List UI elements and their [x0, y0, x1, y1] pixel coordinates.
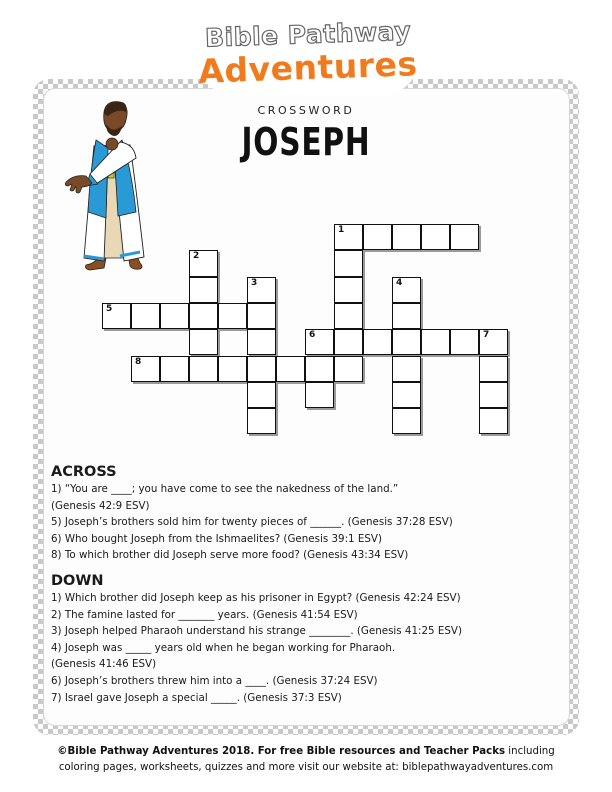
crossword-cell[interactable]: [247, 277, 276, 303]
clue-number: 8: [135, 356, 142, 367]
crossword-cell[interactable]: [479, 329, 508, 355]
crossword-cell[interactable]: [189, 303, 218, 329]
across-clue: (Genesis 42:9 ESV): [51, 499, 150, 512]
footer-copyright: ©Bible Pathway Adventures 2018. For free Bible resources and Teacher Packs: [57, 746, 506, 757]
across-clue: 8) To which brother did Joseph serve more food? (Genesis 43:34 ESV): [51, 549, 409, 562]
crossword-cell[interactable]: [479, 356, 508, 382]
crossword-cell[interactable]: [334, 250, 363, 276]
crossword-cell[interactable]: [392, 329, 421, 355]
crossword-cell[interactable]: [479, 382, 508, 408]
crossword-cell[interactable]: [131, 356, 160, 382]
across-heading: ACROSS: [51, 464, 117, 480]
crossword-cell[interactable]: [131, 303, 160, 329]
crossword-cell[interactable]: [392, 356, 421, 382]
footer-line1-rest: including: [505, 746, 555, 757]
logo: [196, 6, 420, 96]
crossword-cell[interactable]: [421, 224, 450, 250]
crossword-cell[interactable]: [363, 224, 392, 250]
down-clue: 2) The famine lasted for _______ years. (Genesis 41:54 ESV): [51, 608, 358, 621]
down-clue: (Genesis 41:46 ESV): [51, 658, 157, 671]
crossword-cell[interactable]: [247, 329, 276, 355]
clues-section: [51, 463, 566, 706]
crossword-cell[interactable]: [421, 329, 450, 355]
logo-line-2: Adventures: [197, 44, 419, 91]
crossword-cell[interactable]: [276, 356, 305, 382]
crossword-cell[interactable]: [392, 224, 421, 250]
crossword-cell[interactable]: [247, 408, 276, 434]
crossword-cell[interactable]: [218, 303, 247, 329]
crossword-cell[interactable]: [247, 303, 276, 329]
crossword-cell[interactable]: [102, 303, 131, 329]
crossword-cell[interactable]: [160, 356, 189, 382]
crossword-cell[interactable]: [218, 356, 247, 382]
crossword-cell[interactable]: [305, 356, 334, 382]
crossword-cell[interactable]: [247, 382, 276, 408]
crossword-cell[interactable]: [189, 277, 218, 303]
crossword-cell[interactable]: [305, 382, 334, 408]
crossword-cell[interactable]: [450, 224, 479, 250]
crossword-cell[interactable]: [247, 356, 276, 382]
down-clue: 1) Which brother did Joseph keep as his prisoner in Egypt? (Genesis 42:24 ESV): [51, 591, 461, 604]
page-title: JOSEPH: [241, 120, 371, 164]
crossword-cell[interactable]: [334, 224, 363, 250]
crossword-cell[interactable]: [479, 408, 508, 434]
crossword-cell[interactable]: [160, 303, 189, 329]
crossword-cell[interactable]: [392, 408, 421, 434]
across-clue: 5) Joseph’s brothers sold him for twenty pieces of ______. (Genesis 37:28 ESV): [51, 516, 453, 529]
crossword-cell[interactable]: [450, 329, 479, 355]
clue-number: 2: [193, 251, 200, 262]
crossword-cell[interactable]: [189, 329, 218, 355]
clue-number: 6: [309, 330, 316, 341]
across-clue: 1) “You are ____; you have come to see the nakedness of the land.”: [51, 483, 399, 495]
clue-number: 7: [483, 330, 490, 341]
crossword-cell[interactable]: [392, 277, 421, 303]
worksheet-type: CROSSWORD: [257, 104, 355, 117]
clue-number: 5: [106, 303, 113, 314]
crossword-cell[interactable]: [189, 250, 218, 276]
down-clue: 4) Joseph was _____ years old when he began working for Pharaoh.: [51, 641, 396, 654]
clue-number: 4: [396, 277, 403, 288]
crossword-cell[interactable]: [334, 356, 363, 382]
crossword-cell[interactable]: [334, 277, 363, 303]
crossword-cell[interactable]: [392, 303, 421, 329]
down-clue: 3) Joseph helped Pharaoh understand his strange ________. (Genesis 41:25 ESV): [51, 625, 462, 638]
across-clue: 6) Who bought Joseph from the Ishmaelites? (Genesis 39:1 ESV): [51, 532, 382, 545]
crossword-cell[interactable]: [305, 329, 334, 355]
clue-number: 3: [251, 277, 258, 288]
footer-website-line: coloring pages, worksheets, quizzes and more visit our website at: biblepathwayadventures.com: [58, 761, 554, 773]
down-clue: 6) Joseph’s brothers threw him into a ____. (Genesis 37:24 ESV): [51, 674, 378, 687]
logo-line-1: Bible Pathway: [204, 16, 412, 53]
down-heading: DOWN: [51, 572, 104, 589]
crossword-cell[interactable]: [189, 356, 218, 382]
crossword-cell[interactable]: [392, 382, 421, 408]
down-clue: 7) Israel gave Joseph a special _____. (Genesis 37:3 ESV): [51, 691, 342, 704]
footer: [0, 744, 612, 775]
crossword-cell[interactable]: [334, 303, 363, 329]
clue-number: 1: [338, 225, 345, 235]
crossword-cell[interactable]: [334, 329, 363, 355]
joseph-illustration: [60, 98, 160, 274]
crossword-cell[interactable]: [363, 329, 392, 355]
